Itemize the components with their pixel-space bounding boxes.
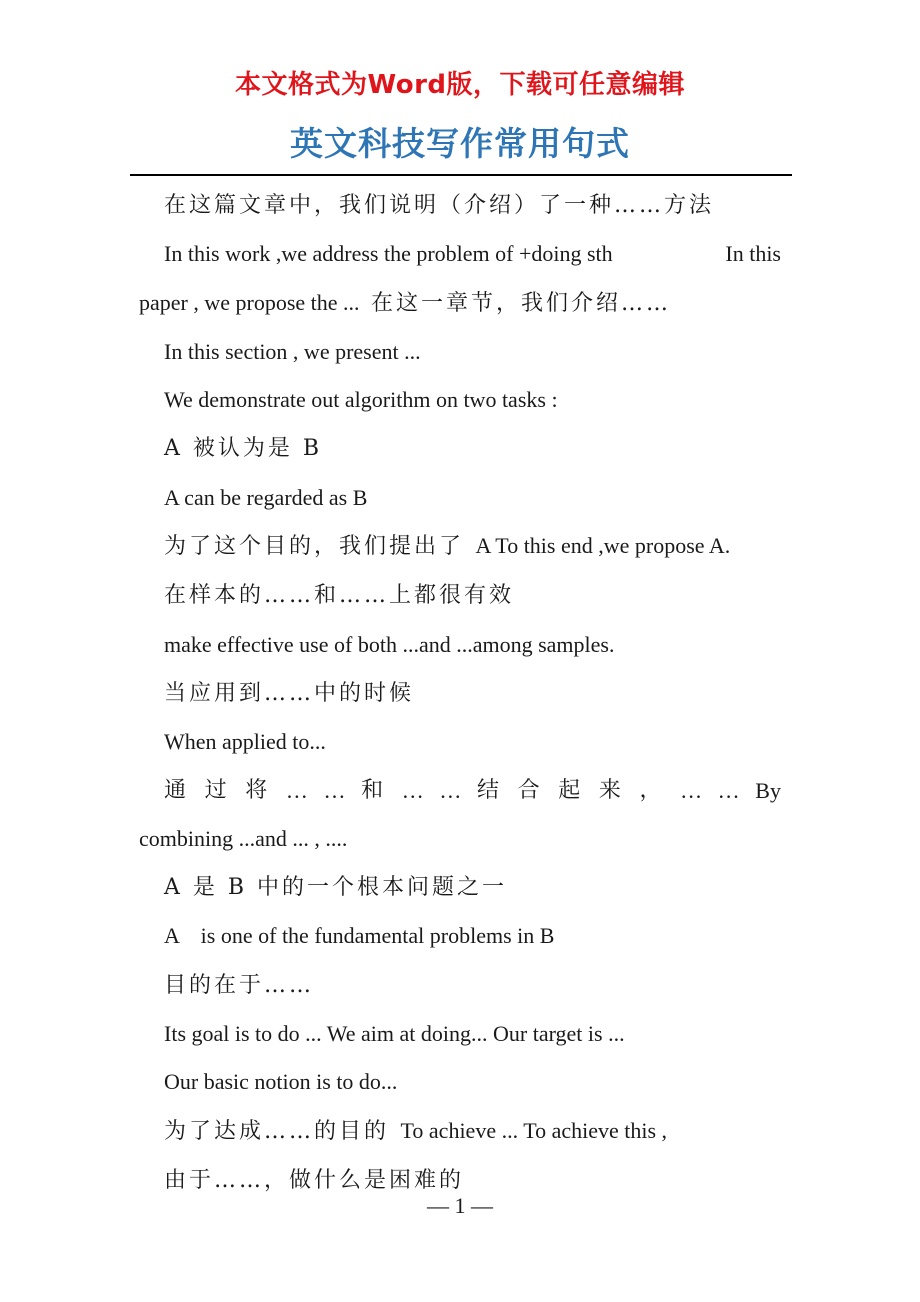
line-18 (139, 1010, 781, 1058)
line-13-char: … (717, 777, 740, 803)
line-13-char: … (680, 777, 703, 803)
line-13-char: … (439, 777, 462, 803)
line-13-char: 过 (204, 777, 230, 803)
line-13-char: 合 (517, 777, 543, 803)
line-3 (139, 279, 781, 328)
line-11-text: 当应用到……中的时候 (164, 680, 415, 706)
line-2-text: In this work ,we address the problem of +doing sth (164, 241, 613, 267)
line-3-chinese: 在这一章节，我们介绍…… (371, 290, 672, 316)
line-13-char: 和 (361, 777, 387, 803)
line-20-chinese: 为了达成……的目的 (164, 1118, 390, 1144)
line-13-char: ， (639, 777, 665, 803)
line-3-english: paper , we propose the ... (139, 289, 360, 315)
line-4-text: In this section , we present ... (164, 338, 421, 364)
line-13-char: 来 (598, 777, 624, 803)
line-8 (139, 522, 781, 571)
line-14 (139, 815, 781, 863)
line-5-text: We demonstrate out algorithm on two tasks : (164, 387, 558, 413)
line-4 (139, 328, 781, 376)
line-13-char: 结 (476, 777, 502, 803)
line-9 (139, 571, 781, 620)
line-1 (139, 181, 781, 230)
line-10-text: make effective use of both ...and ...among samples. (164, 631, 615, 657)
line-11 (139, 669, 781, 718)
line-13-char: 起 (558, 777, 584, 803)
line-8-english: A To this end ,we propose A. (475, 533, 731, 559)
line-19-text: Our basic notion is to do... (164, 1069, 398, 1095)
line-14-text: combining ...and ... , .... (139, 825, 348, 851)
line-9-text: 在样本的……和……上都很有效 (164, 583, 515, 609)
line-15 (139, 863, 781, 912)
document-title: 英文科技写作常用句式 (290, 124, 630, 163)
line-10 (139, 621, 781, 669)
line-13-char: … (401, 777, 424, 803)
line-15-text: A 是 B 中的一个根本问题之一 (164, 875, 508, 901)
line-17 (139, 961, 781, 1010)
line-13-char: By (755, 777, 781, 803)
line-17-text: 目的在于…… (164, 972, 315, 998)
line-8-chinese: 为了这个目的，我们提出了 (164, 534, 465, 560)
line-7 (139, 474, 781, 522)
line-21-text: 由于……，做什么是困难的 (164, 1167, 465, 1193)
document-body (139, 181, 781, 1205)
line-6-text: A 被认为是 B (164, 436, 323, 462)
line-13 (139, 767, 781, 815)
title-divider (130, 174, 792, 176)
line-20 (139, 1107, 781, 1156)
line-2 (139, 230, 781, 278)
line-2-tail: In this (725, 241, 781, 267)
line-5 (139, 376, 781, 424)
page-number: — 1 — (427, 1193, 493, 1218)
line-7-text: A can be regarded as B (164, 484, 368, 510)
line-13-char: 通 (164, 777, 190, 803)
line-1-text: 在这篇文章中，我们说明（介绍）了一种……方法 (164, 193, 715, 218)
line-13-char: … (323, 777, 346, 803)
line-18-text: Its goal is to do ... We aim at doing... Our target is ... (164, 1021, 625, 1047)
line-16-text: A is one of the fundamental problems in B (164, 923, 555, 949)
line-13-char: … (285, 777, 308, 803)
line-16 (139, 912, 781, 960)
line-19 (139, 1058, 781, 1106)
line-20-english: To achieve ... To achieve this , (400, 1117, 668, 1143)
download-banner: 本文格式为Word版，下载可任意编辑 (234, 70, 686, 100)
line-12 (139, 718, 781, 766)
line-6 (139, 424, 781, 473)
line-12-text: When applied to... (164, 729, 326, 755)
line-13-char: 将 (245, 777, 271, 803)
